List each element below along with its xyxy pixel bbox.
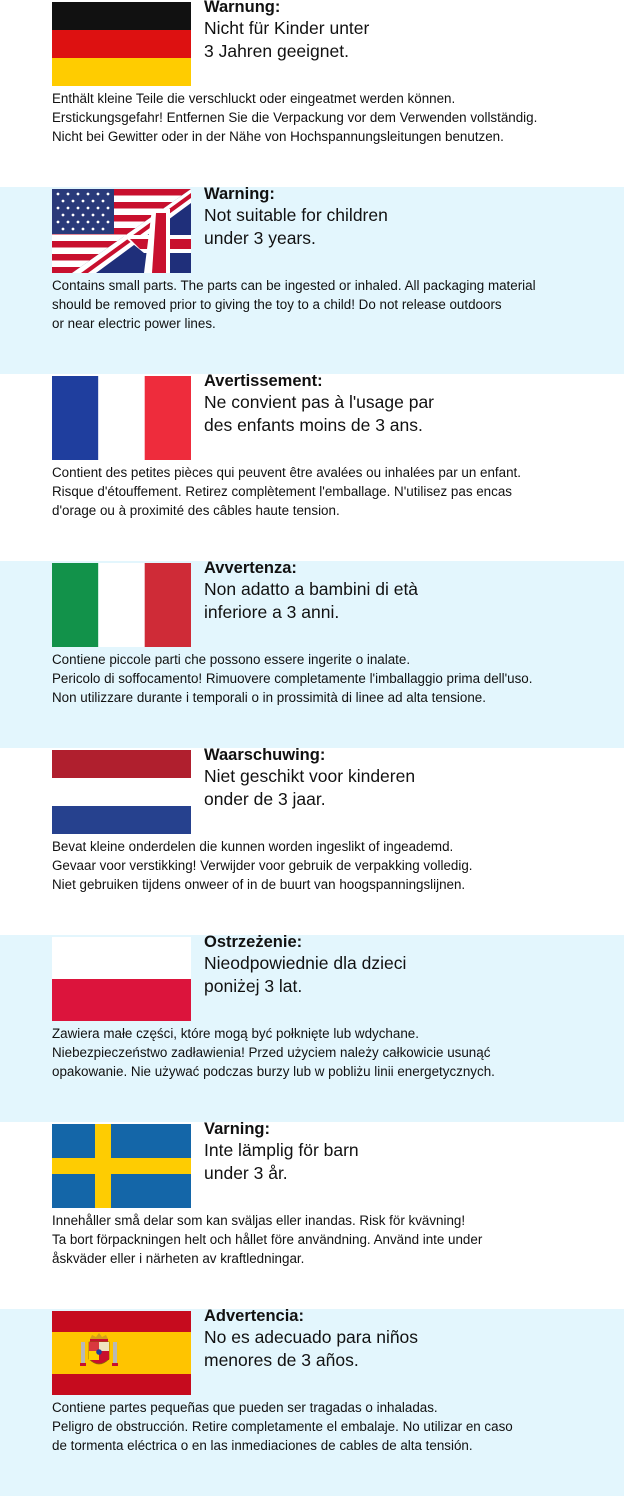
warning-title: Waarschuwing: — [204, 746, 326, 764]
warning-subtitle-line: Ne convient pas à l'usage par — [204, 392, 435, 412]
section-dutch — [0, 748, 624, 935]
warning-subtitle-line: onder de 3 jaar. — [204, 789, 326, 809]
warning-title: Warnung: — [204, 0, 281, 16]
warning-body-line: d'orage ou à proximité des câbles haute tension. — [52, 503, 340, 518]
warning-subtitle-line: under 3 år. — [204, 1163, 288, 1183]
spanish-flag-icon — [52, 1311, 191, 1395]
italian-flag-icon — [52, 563, 191, 647]
section-french — [0, 374, 624, 561]
warning-body-line: opakowanie. Nie używać podczas burzy lub w pobliżu linii energetycznych. — [52, 1064, 495, 1079]
german-flag-icon — [52, 2, 191, 86]
warning-body-line: Niebezpieczeństwo zadławienia! Przed użyciem należy całkowicie usunąć — [52, 1045, 491, 1060]
warning-title: Varning: — [204, 1120, 271, 1138]
warning-body-line: Non utilizzare durante i temporali o in prossimità di linee ad alta tensione. — [52, 690, 486, 705]
warning-body-line: Peligro de obstrucción. Retire completamente el embalaje. No utilizar en caso — [52, 1419, 513, 1434]
warning-body-line: Innehåller små delar som kan sväljas eller inandas. Risk för kvävning! — [52, 1213, 466, 1228]
warning-title: Avertissement: — [204, 372, 323, 390]
warning-title: Ostrzeżenie: — [204, 933, 303, 951]
warning-body-line: Contient des petites pièces qui peuvent être avalées ou inhalées par un enfant. — [52, 465, 521, 480]
warning-body — [52, 1398, 617, 1455]
swedish-flag-icon — [52, 1124, 191, 1208]
warning-subtitle-line: Nicht für Kinder unter — [204, 18, 370, 38]
section-german — [0, 0, 624, 187]
warning-body-line: åskväder eller i närheten av kraftledningar. — [52, 1251, 305, 1266]
warning-body — [52, 276, 617, 333]
warning-body-line: Risque d'étouffement. Retirez complètement l'emballage. N'utilisez pas encas — [52, 484, 512, 499]
warning-title: Warning: — [204, 185, 275, 203]
us-uk-flag-icon — [52, 189, 191, 273]
warning-body — [52, 463, 617, 520]
dutch-flag-icon — [52, 750, 191, 834]
warning-body-line: de tormenta eléctrica o en las inmediaciones de cables de alta tensión. — [52, 1438, 473, 1453]
warning-subtitle-line: 3 Jahren geeignet. — [204, 41, 349, 61]
warning-subtitle-line: under 3 years. — [204, 228, 316, 248]
warning-subtitle-line: Not suitable for children — [204, 205, 388, 225]
warning-title: Avvertenza: — [204, 559, 297, 577]
warning-subtitle-line: poniżej 3 lat. — [204, 976, 303, 996]
warning-body-line: Bevat kleine onderdelen die kunnen worden ingeslikt of ingeademd. — [52, 839, 454, 854]
warning-body — [52, 89, 617, 146]
warning-body-line: Gevaar voor verstikking! Verwijder voor gebruik de verpakking volledig. — [52, 858, 473, 873]
warning-body — [52, 837, 617, 894]
warning-body — [52, 1024, 617, 1081]
warning-title: Advertencia: — [204, 1307, 304, 1325]
warning-body-line: Contiene partes pequeñas que pueden ser tragadas o inhaladas. — [52, 1400, 438, 1415]
section-spanish — [0, 1309, 624, 1496]
warning-body-line: Niet gebruiken tijdens onweer of in de buurt van hoogspanningslijnen. — [52, 877, 466, 892]
french-flag-icon — [52, 376, 191, 460]
warning-subtitle-line: Non adatto a bambini di età — [204, 579, 419, 599]
section-swedish — [0, 1122, 624, 1309]
warning-subtitle-line: des enfants moins de 3 ans. — [204, 415, 423, 435]
warning-subtitle-line: No es adecuado para niños — [204, 1327, 419, 1347]
warning-subtitle-line: inferiore a 3 anni. — [204, 602, 340, 622]
warning-subtitle-line: Nieodpowiednie dla dzieci — [204, 953, 407, 973]
warning-body — [52, 1211, 617, 1268]
warning-subtitle-line: Inte lämplig för barn — [204, 1140, 359, 1160]
warning-body-line: should be removed prior to giving the toy to a child! Do not release outdoors — [52, 297, 502, 312]
polish-flag-icon — [52, 937, 191, 1021]
warning-body-line: or near electric power lines. — [52, 316, 216, 331]
warning-body-line: Erstickungsgefahr! Entfernen Sie die Verpackung vor dem Verwenden vollständig. — [52, 110, 538, 125]
warning-body-line: Contiene piccole parti che possono essere ingerite o inalate. — [52, 652, 411, 667]
warning-body-line: Pericolo di soffocamento! Rimuovere completamente l'imballaggio prima dell'uso. — [52, 671, 533, 686]
section-english — [0, 187, 624, 374]
warning-subtitle-line: Niet geschikt voor kinderen — [204, 766, 416, 786]
section-italian — [0, 561, 624, 748]
warning-body-line: Contains small parts. The parts can be ingested or inhaled. All packaging material — [52, 278, 536, 293]
warning-body-line: Enthält kleine Teile die verschluckt oder eingeatmet werden können. — [52, 91, 456, 106]
warning-body-line: Nicht bei Gewitter oder in der Nähe von Hochspannungsleitungen benutzen. — [52, 129, 504, 144]
section-polish — [0, 935, 624, 1122]
warning-body — [52, 650, 617, 707]
warning-body-line: Ta bort förpackningen helt och hållet före användning. Använd inte under — [52, 1232, 483, 1247]
warning-body-line: Zawiera małe części, które mogą być połknięte lub wdychane. — [52, 1026, 419, 1041]
warning-subtitle-line: menores de 3 años. — [204, 1350, 359, 1370]
